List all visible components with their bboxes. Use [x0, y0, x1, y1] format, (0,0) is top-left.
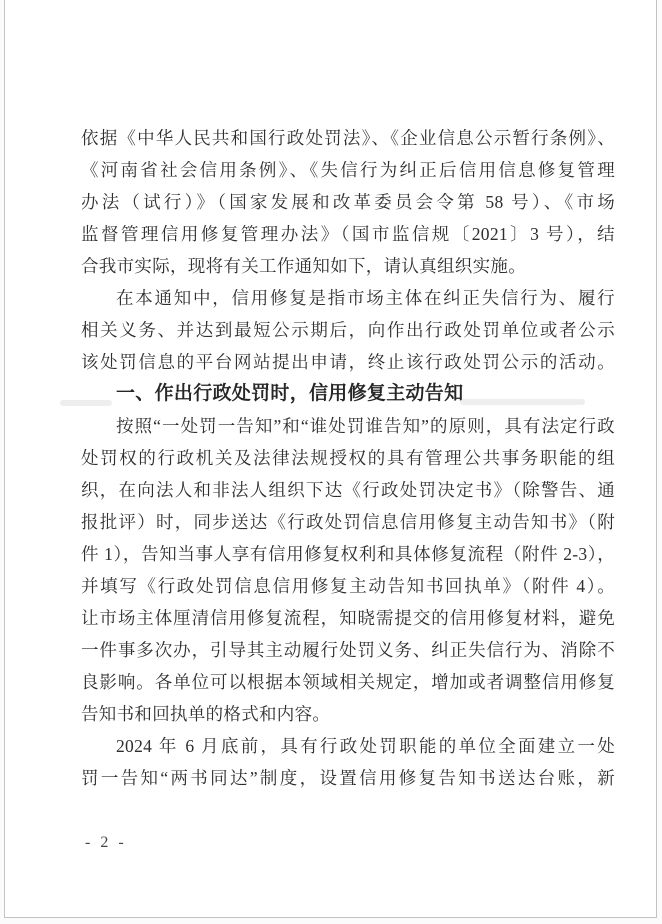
paragraph	[81, 730, 615, 794]
text-line: 该处罚信息的平台网站提出申请，终止该行政处罚公示的活动。	[81, 352, 615, 372]
text-line: 监督管理信用修复管理办法》（国市监信规〔2021〕3 号），结	[81, 224, 615, 244]
page-number: - 2 -	[85, 834, 127, 851]
text-line: 告知书和回执单的格式和内容。	[81, 704, 331, 724]
text-line: 处罚权的行政机关及法律法规授权的具有管理公共事务职能的组	[81, 448, 615, 468]
text-line: 依据《中华人民共和国行政处罚法》、《企业信息公示暂行条例》、	[81, 128, 615, 148]
text-line: 一件事多次办，引导其主动履行处罚义务、纠正失信行为、消除不	[81, 640, 615, 660]
text-line: 罚一告知“两书同达”制度，设置信用修复告知书送达台账，新	[81, 768, 615, 788]
text-line: 让市场主体厘清信用修复流程，知晓需提交的信用修复材料，避免	[81, 608, 615, 628]
paragraph	[81, 410, 615, 730]
text-line: 良影响。各单位可以根据本领域相关规定，增加或者调整信用修复	[81, 672, 615, 692]
text-line: 件 1），告知当事人享有信用修复权利和具体修复流程（附件 2-3），	[81, 544, 615, 564]
text-line: 合我市实际，现将有关工作通知如下，请认真组织实施。	[81, 256, 526, 276]
scanned-page	[4, 0, 657, 918]
text-line: 《河南省社会信用条例》、《失信行为纠正后信用信息修复管理	[81, 160, 615, 180]
text-line: 报批评）时，同步送达《行政处罚信息信用修复主动告知书》（附	[81, 512, 615, 532]
text-line: 在本通知中，信用修复是指市场主体在纠正失信行为、履行	[116, 288, 615, 308]
document-body	[81, 122, 615, 794]
section-heading	[81, 378, 615, 410]
paragraph	[81, 122, 615, 282]
text-line: 织，在向法人和非法人组织下达《行政处罚决定书》（除警告、通	[81, 480, 615, 500]
text-line: 2024 年 6 月底前，具有行政处罚职能的单位全面建立一处	[116, 736, 615, 756]
text-line: 并填写《行政处罚信息信用修复主动告知书回执单》（附件 4）。	[81, 576, 615, 596]
text-line: 办法（试行）》（国家发展和改革委员会令第 58 号）、《市场	[81, 192, 615, 212]
text-line: 按照“一处罚一告知”和“谁处罚谁告知”的原则，具有法定行政	[116, 416, 615, 436]
text-line: 相关义务、并达到最短公示期后，向作出行政处罚单位或者公示	[81, 320, 615, 340]
paragraph	[81, 282, 615, 378]
heading-line: 一、作出行政处罚时，信用修复主动告知	[116, 383, 464, 404]
